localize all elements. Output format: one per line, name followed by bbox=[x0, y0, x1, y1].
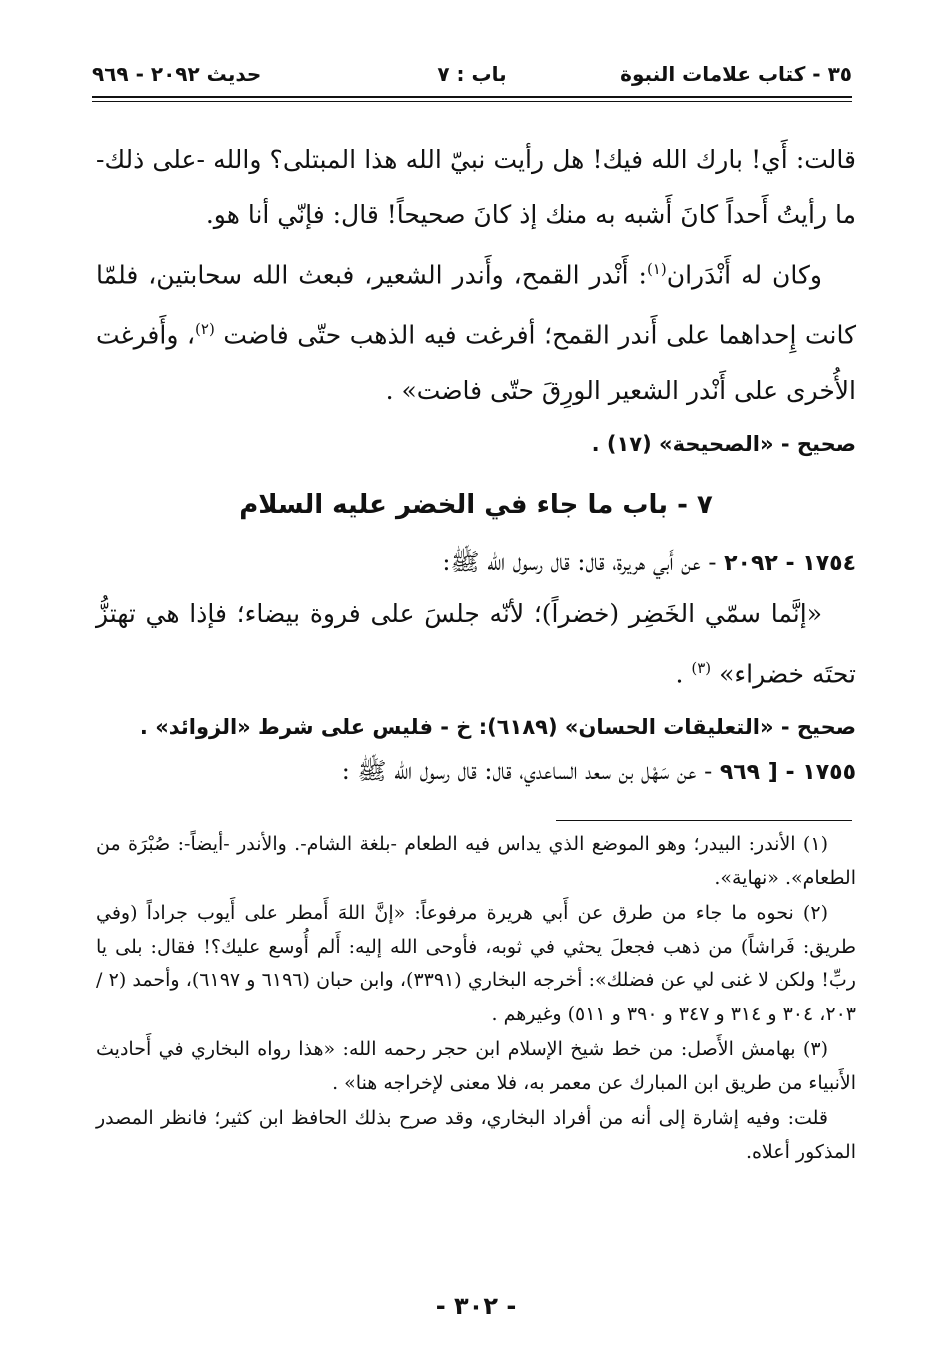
paragraph-2 bbox=[96, 242, 856, 418]
footnote-2: (٢) نحوه ما جاء من طرق عن أَبي هريرة مرفوعاً: «إنَّ اللهَ أَمطر على أَيوب جراداً (وفي طريق: فَراشاً) من ذهب فجعلَ يحثي في ثوبه، فأوحى الله إليه: أَلم أُوسع عليك؟! فقال: بلى يا ربِّ! ولكن لا غنى لي عن فضلك»: أخرجه البخاري (٣٣٩١)، وابن حبان (٦١٩٦ و ٦١٩٧)، وأحمد (٢ / ٢٠٣، ٣٠٤ و ٣١٤ و ٣٤٧ و ٣٩٠ و ٥١١) وغيرهم . bbox=[96, 902, 856, 1025]
hadith-1755-number: ١٧٥٥ - [ ٩٦٩ bbox=[719, 759, 856, 785]
hadith-1754-end: . bbox=[675, 658, 692, 688]
footnote-ref-2: (٢) bbox=[195, 320, 215, 339]
hadith-1754-chain: - عن أَبي هريرة، قال: قال رسول الله ﷺ: bbox=[442, 547, 725, 576]
chapter-title: ٧ - باب ما جاء في الخضر عليه السلام bbox=[239, 489, 713, 520]
hadith-1754-number: ١٧٥٤ - ٢٠٩٢ bbox=[724, 550, 856, 576]
hadith-1754-text bbox=[96, 586, 856, 701]
hadith-1755-chain: - عن سَهْل بن سعد الساعدي، قال: قال رسول الله ﷺ : bbox=[341, 756, 720, 785]
header-hadith-range: حديث ٢٠٩٢ - ٩٦٩ bbox=[92, 62, 262, 86]
para2-part-b: : أَنْدر القمح، وأَندر الشعير، فبعث الله سحابتين، فلمّا كانت إِحداهما على أَندر القمح؛ أفرغت فيه الذهب حتّى فاضت bbox=[96, 260, 856, 350]
para2-part-a: وكان له أَنْدَران bbox=[666, 260, 822, 290]
para2-part-c: ، وأَفرغت الأُخرى على أَنْدر الشعير الورِقَ حتّى فاضت» . bbox=[96, 320, 856, 405]
hadith-1754-header bbox=[96, 540, 856, 586]
main-text bbox=[96, 132, 856, 795]
hadith-1754-matn: «إنَّما سمّي الخَضِر (خضراً)؛ لأنّه جلسَ على فروة بيضاء؛ فإذا هي تهتزُّ تحتَه خضراء» bbox=[96, 598, 856, 688]
running-header bbox=[92, 58, 852, 94]
footnote-3-note: قلت: وفيه إشارة إلى أنه من أفراد البخاري، وقد صرح بذلك الحافظ ابن كثير؛ فانظر المصدر المذكور أعلاه. bbox=[96, 1107, 856, 1163]
page-number: - ٣٠٢ - bbox=[435, 1292, 517, 1320]
footnote-ref-1: (١) bbox=[646, 260, 667, 278]
footnote-separator bbox=[556, 820, 852, 821]
footnote-1: (١) الأندر: البيدر؛ وهو الموضع الذي يداس فيه الطعام -بلغة الشام-. والأندر -أيضاً-: صُبْرَة من الطعام». «نهاية». bbox=[96, 833, 856, 889]
paragraph-1: قالت: أَي! بارك الله فيك! هل رأيت نبيّ الله هذا المبتلى؟ والله -على ذلك- ما رأيتُ أَحداً كانَ أَشبه به منك إذ كانَ صحيحاً! قال: فإنّي أنا هو. bbox=[96, 145, 856, 229]
footnote-ref-3: (٣) bbox=[691, 658, 712, 677]
footnote-3: (٣) بهامش الأَصل: من خط شيخ الإسلام ابن حجر رحمه الله: «هذا رواه البخاري في أَحاديث الأَنبياء من طريق ابن المبارك عن معمر به، فلا معنى لإخراجه هنا» . bbox=[96, 1038, 856, 1094]
grading-source-2: صحيح - «التعليقات الحسان» (٦١٨٩): خ - فليس على شرط «الزوائد» . bbox=[139, 714, 856, 739]
hadith-1755-header bbox=[96, 749, 856, 795]
footnotes bbox=[96, 828, 856, 1171]
grading-source-1: صحيح - «الصحيحة» (١٧) . bbox=[591, 431, 856, 456]
header-rule-thick bbox=[92, 96, 852, 98]
header-chapter: باب : ٧ bbox=[437, 62, 507, 86]
header-book-title: ٣٥ - كتاب علامات النبوة bbox=[620, 62, 852, 86]
header-rule-thin bbox=[92, 101, 852, 102]
